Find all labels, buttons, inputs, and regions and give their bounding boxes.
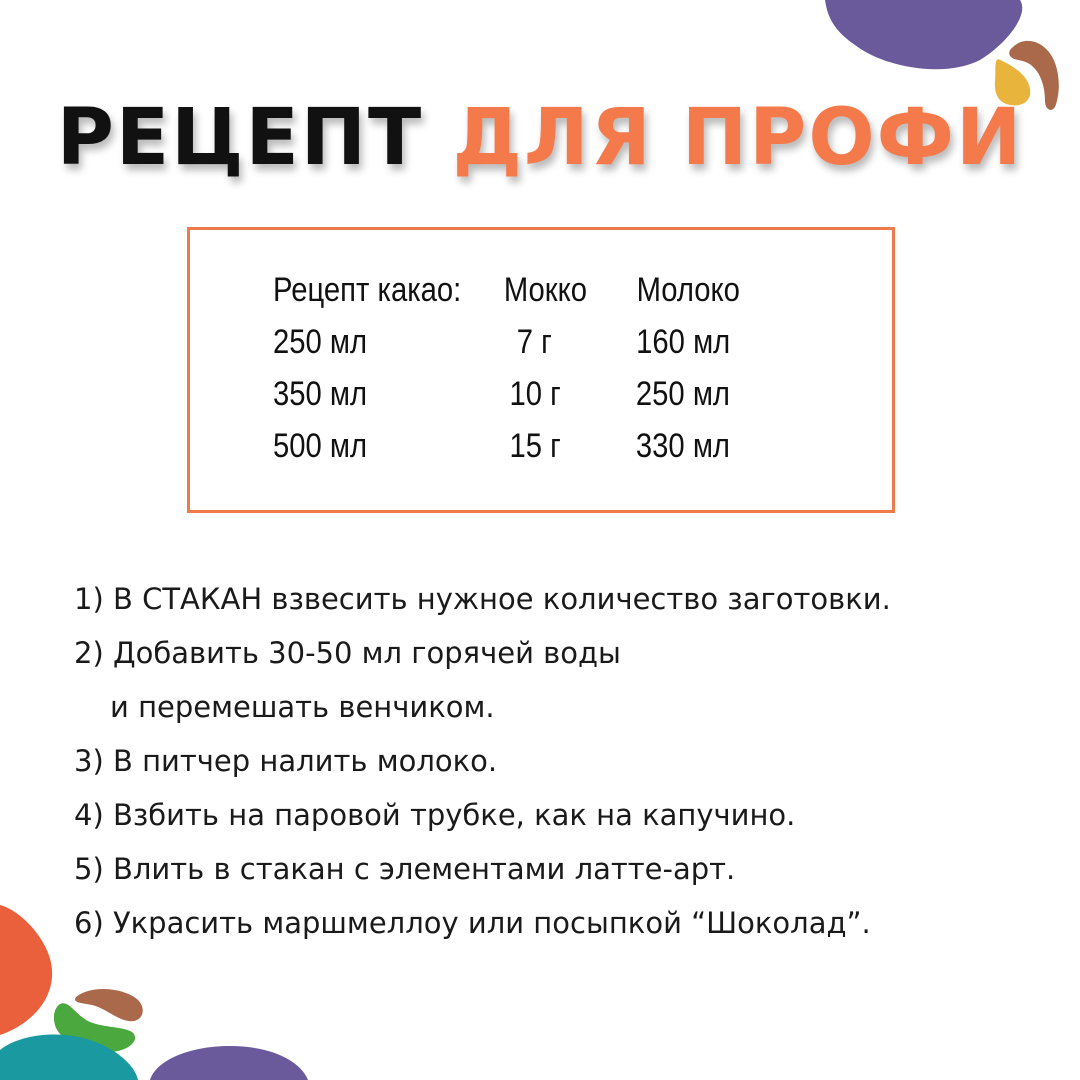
recipe-table-header-row bbox=[273, 264, 755, 316]
column-header-recipe: Рецепт какао: bbox=[273, 271, 462, 309]
recipe-table-row bbox=[273, 420, 755, 472]
recipe-table bbox=[273, 264, 755, 472]
recipe-table-box bbox=[187, 227, 895, 513]
step-item-4: 4) Взбить на паровой трубке, как на капучино. bbox=[74, 798, 796, 832]
table-cell-mokko: 7 г bbox=[516, 323, 552, 361]
table-cell-milk: 330 мл bbox=[635, 427, 730, 465]
instruction-steps bbox=[74, 572, 1034, 950]
step-item-6: 6) Украсить маршмеллоу или посыпкой “Шоколад”. bbox=[74, 906, 871, 940]
step-item-5: 5) Влить в стакан с элементами латте-арт. bbox=[74, 852, 736, 886]
column-header-milk: Молоко bbox=[636, 271, 740, 309]
table-cell-volume: 350 мл bbox=[273, 375, 368, 413]
table-cell-milk: 160 мл bbox=[636, 323, 731, 361]
title-part-black: РЕЦЕПТ bbox=[56, 93, 424, 183]
table-cell-milk: 250 мл bbox=[635, 375, 730, 413]
recipe-table-row bbox=[273, 368, 755, 420]
decorative-blob-teal-bottom bbox=[0, 1030, 140, 1080]
step-item-2: 2) Добавить 30-50 мл горячей воды bbox=[74, 636, 621, 670]
step-item-3: 3) В питчер налить молоко. bbox=[74, 744, 498, 778]
page-title bbox=[0, 88, 1080, 188]
column-header-mokko: Мокко bbox=[503, 271, 587, 309]
table-cell-volume: 500 мл bbox=[273, 427, 368, 465]
recipe-table-row bbox=[273, 316, 755, 368]
step-item-1: 1) В СТАКАН взвесить нужное количество заготовки. bbox=[74, 582, 891, 616]
table-cell-mokko: 15 г bbox=[509, 427, 561, 465]
step-item-2-continuation: и перемешать венчиком. bbox=[110, 690, 495, 724]
table-cell-mokko: 10 г bbox=[509, 375, 561, 413]
decorative-blob-purple-bottom bbox=[150, 1042, 310, 1080]
table-cell-volume: 250 мл bbox=[273, 323, 368, 361]
title-part-orange: ДЛЯ ПРОФИ bbox=[452, 93, 1024, 183]
